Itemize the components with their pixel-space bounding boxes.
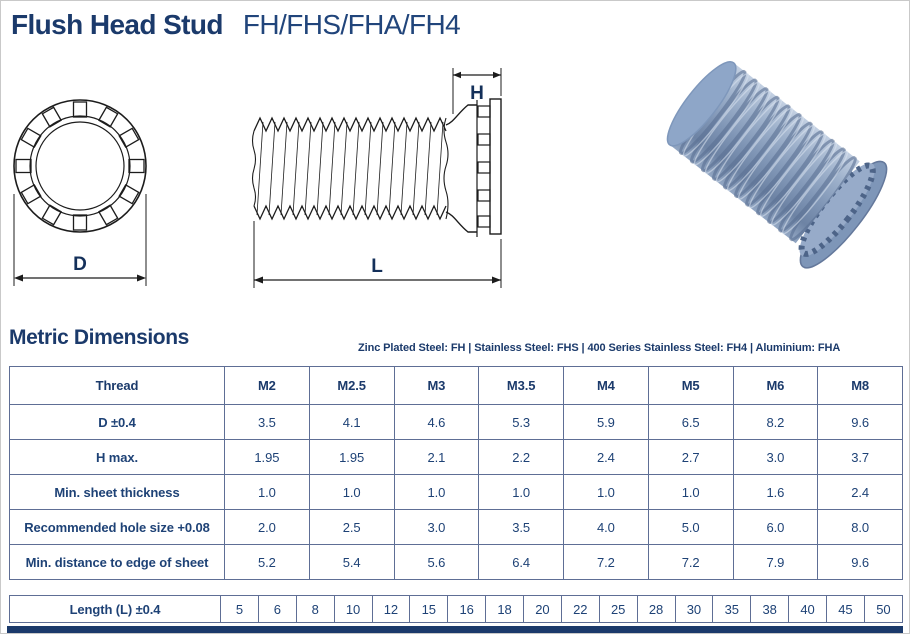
- thread-size-header: M4: [564, 367, 649, 405]
- thread-size-header: M3.5: [479, 367, 564, 405]
- thread-profile-bottom: [254, 206, 446, 219]
- materials-note: Zinc Plated Steel: FH | Stainless Steel: FHS | 400 Series Stainless Steel: FH4 | Aluminium: FHA: [358, 342, 841, 354]
- table-row: [10, 405, 903, 440]
- clinch-ring-inner-circle: [36, 122, 124, 210]
- value-cell: 1.0: [309, 475, 394, 510]
- value-cell: 6.5: [648, 405, 733, 440]
- value-cell: 1.0: [394, 475, 479, 510]
- thread-end-cap: [253, 131, 256, 206]
- value-cell: 3.5: [225, 405, 310, 440]
- value-cell: 3.7: [818, 440, 903, 475]
- front-view-drawing: [7, 59, 167, 294]
- value-cell: 2.1: [394, 440, 479, 475]
- value-cell: 9.6: [818, 545, 903, 580]
- clinch-ring-mid-circle: [30, 116, 130, 216]
- thread-size-header: M3: [394, 367, 479, 405]
- head-flange-plate: [490, 99, 501, 234]
- product-name: Flush Head Stud: [11, 9, 223, 40]
- thread-profile-top: [254, 118, 446, 131]
- value-cell: 5.9: [564, 405, 649, 440]
- value-cell: 5.6: [394, 545, 479, 580]
- table-body: [10, 405, 903, 580]
- length-value-cell: 6: [258, 596, 296, 623]
- value-cell: 3.0: [394, 510, 479, 545]
- head-knurl-teeth: [478, 106, 490, 227]
- row-label: Min. distance to edge of sheet: [10, 545, 225, 580]
- length-row: [10, 596, 903, 623]
- metric-dimensions-table: [9, 366, 903, 580]
- l-dimension: [254, 221, 501, 288]
- side-view-drawing: [246, 56, 511, 296]
- value-cell: 7.9: [733, 545, 818, 580]
- value-cell: 4.6: [394, 405, 479, 440]
- length-value-cell: 18: [486, 596, 524, 623]
- value-cell: 2.4: [564, 440, 649, 475]
- value-cell: 6.0: [733, 510, 818, 545]
- value-cell: 4.0: [564, 510, 649, 545]
- length-value-cell: 10: [334, 596, 372, 623]
- value-cell: 1.0: [479, 475, 564, 510]
- value-cell: 2.4: [818, 475, 903, 510]
- value-cell: 1.0: [225, 475, 310, 510]
- value-cell: 8.0: [818, 510, 903, 545]
- knurl-teeth: [16, 102, 144, 230]
- value-cell: 3.5: [479, 510, 564, 545]
- value-cell: 4.1: [309, 405, 394, 440]
- length-value-cell: 35: [713, 596, 751, 623]
- l-dimension-label: L: [371, 256, 383, 277]
- length-value-cell: 38: [751, 596, 789, 623]
- row-label: H max.: [10, 440, 225, 475]
- product-photo: [651, 46, 906, 296]
- length-value-cell: 5: [221, 596, 259, 623]
- length-value-cell: 40: [789, 596, 827, 623]
- value-cell: 5.4: [309, 545, 394, 580]
- d-dimension-label: D: [73, 254, 87, 275]
- value-cell: 1.95: [225, 440, 310, 475]
- value-cell: 5.0: [648, 510, 733, 545]
- value-cell: 9.6: [818, 405, 903, 440]
- value-cell: 7.2: [564, 545, 649, 580]
- length-value-cell: 16: [448, 596, 486, 623]
- length-value-cell: 28: [637, 596, 675, 623]
- d-dimension: [14, 194, 146, 286]
- thread-size-header: M8: [818, 367, 903, 405]
- value-cell: 5.3: [479, 405, 564, 440]
- stud-head: [444, 99, 501, 237]
- value-cell: 1.0: [648, 475, 733, 510]
- value-cell: 2.7: [648, 440, 733, 475]
- row-label: Recommended hole size +0.08: [10, 510, 225, 545]
- length-table: [9, 595, 903, 623]
- header-row: [10, 367, 903, 405]
- thread-size-header: M2.5: [309, 367, 394, 405]
- value-cell: 6.4: [479, 545, 564, 580]
- value-cell: 1.95: [309, 440, 394, 475]
- section-heading: Metric Dimensions: [9, 326, 189, 349]
- length-value-cell: 50: [864, 596, 902, 623]
- table-row: [10, 545, 903, 580]
- length-value-cell: 45: [827, 596, 865, 623]
- thread-label-header: Thread: [10, 367, 225, 405]
- value-cell: 1.0: [564, 475, 649, 510]
- length-value-cell: 22: [561, 596, 599, 623]
- row-label: Min. sheet thickness: [10, 475, 225, 510]
- table-row: [10, 475, 903, 510]
- footer-rule: [7, 626, 903, 633]
- length-value-cell: 8: [296, 596, 334, 623]
- thread-size-header: M2: [225, 367, 310, 405]
- h-dimension-label: H: [470, 83, 484, 104]
- clinch-ring-outer-circle: [14, 100, 146, 232]
- length-value-cell: 30: [675, 596, 713, 623]
- value-cell: 7.2: [648, 545, 733, 580]
- thread-size-header: M6: [733, 367, 818, 405]
- table-header: [10, 367, 903, 405]
- page-title: [11, 9, 460, 41]
- value-cell: 8.2: [733, 405, 818, 440]
- length-value-cell: 12: [372, 596, 410, 623]
- length-row-label: Length (L) ±0.4: [10, 596, 221, 623]
- length-table-body: [10, 596, 903, 623]
- table-row: [10, 510, 903, 545]
- product-model-codes: FH/FHS/FHA/FH4: [242, 9, 461, 40]
- stud-render: [651, 46, 898, 278]
- length-value-cell: 20: [524, 596, 562, 623]
- table-row: [10, 440, 903, 475]
- value-cell: 2.5: [309, 510, 394, 545]
- thread-hatch-lines: [257, 122, 443, 215]
- thread-size-header: M5: [648, 367, 733, 405]
- value-cell: 2.2: [479, 440, 564, 475]
- row-label: D ±0.4: [10, 405, 225, 440]
- value-cell: 1.6: [733, 475, 818, 510]
- length-value-cell: 25: [599, 596, 637, 623]
- value-cell: 2.0: [225, 510, 310, 545]
- value-cell: 3.0: [733, 440, 818, 475]
- length-value-cell: 15: [410, 596, 448, 623]
- value-cell: 5.2: [225, 545, 310, 580]
